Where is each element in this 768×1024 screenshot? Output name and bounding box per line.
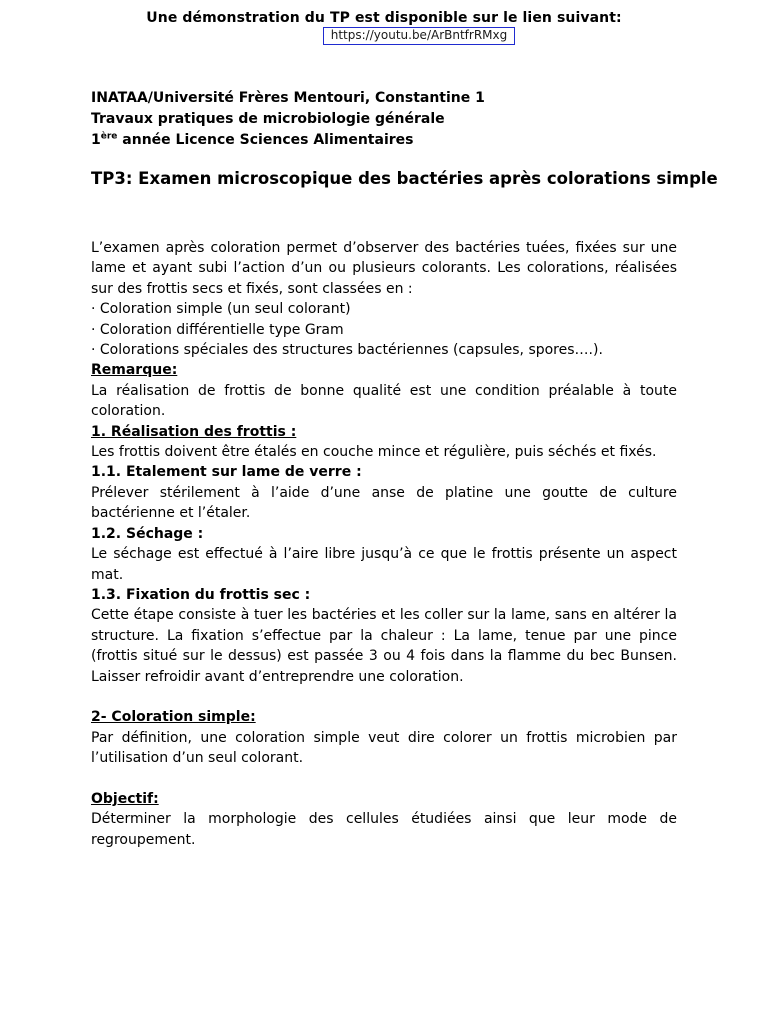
section1-text: Les frottis doivent être étalés en couche mince et régulière, puis séchés et fixés. [91, 444, 657, 461]
document-body [91, 238, 677, 850]
institution-line: INATAA/Université Frères Mentouri, Constantine 1 [91, 90, 485, 106]
section1-2-heading: 1.2. Séchage : [91, 525, 204, 542]
section1-1-heading: 1.1. Etalement sur lame de verre : [91, 464, 362, 481]
list-item: · Colorations spéciales des structures bactériennes (capsules, spores….). [91, 342, 603, 359]
section1-1-text: Prélever stérilement à l’aide d’une anse de platine une goutte de culture bactérienne et l’étaler. [91, 484, 677, 522]
objectif-text: Déterminer la morphologie des cellules étudiées ainsi que leur mode de regroupement. [91, 811, 677, 848]
demo-video-link[interactable]: https://youtu.be/ArBntfrRMxg [323, 27, 515, 45]
year-line [91, 130, 691, 151]
course-line: Travaux pratiques de microbiologie générale [91, 111, 445, 127]
section1-3-text: Cette étape consiste à tuer les bactéries et les coller sur la lame, sans en altérer la structure. La fixation s’effectue par la chaleur : La lame, tenue par une pince (frottis situé sur le dessus) est passée 3 ou 4 fois dans la flamme du bec Bunsen. Laisser refroidir avant d’entreprendre une coloration. [91, 607, 677, 685]
section1-heading: 1. Réalisation des frottis : [91, 423, 297, 440]
list-item: · Coloration différentielle type Gram [91, 321, 344, 338]
year-superscript: ère [100, 131, 118, 142]
demo-notice: Une démonstration du TP est disponible sur le lien suivant: [146, 10, 622, 26]
section1-3-heading: 1.3. Fixation du frottis sec : [91, 586, 311, 603]
spacer [91, 769, 677, 789]
intro-paragraph: L’examen après coloration permet d’observer des bactéries tuées, fixées sur une lame et ayant subi l’action d’un ou plusieurs colorants. Les colorations, réalisées sur des frottis secs et fixés, sont classées en : [91, 240, 677, 297]
section2-heading: 2- Coloration simple: [91, 709, 256, 726]
remarque-heading: Remarque: [91, 362, 178, 379]
remarque-text: La réalisation de frottis de bonne qualité est une condition préalable à toute coloration. [91, 382, 677, 420]
year-text: année Licence Sciences Alimentaires [117, 132, 414, 148]
spacer [91, 687, 677, 707]
document-header [91, 88, 691, 151]
page-title: TP3: Examen microscopique des bactéries après colorations simple [91, 169, 718, 188]
list-item: · Coloration simple (un seul colorant) [91, 301, 351, 318]
objectif-heading: Objectif: [91, 790, 159, 807]
section1-2-text: Le séchage est effectué à l’aire libre jusqu’à ce que le frottis présente un aspect mat. [91, 546, 677, 583]
section2-text: Par définition, une coloration simple veut dire colorer un frottis microbien par l’utilisation d’un seul colorant. [91, 729, 677, 767]
year-number: 1 [91, 132, 101, 148]
